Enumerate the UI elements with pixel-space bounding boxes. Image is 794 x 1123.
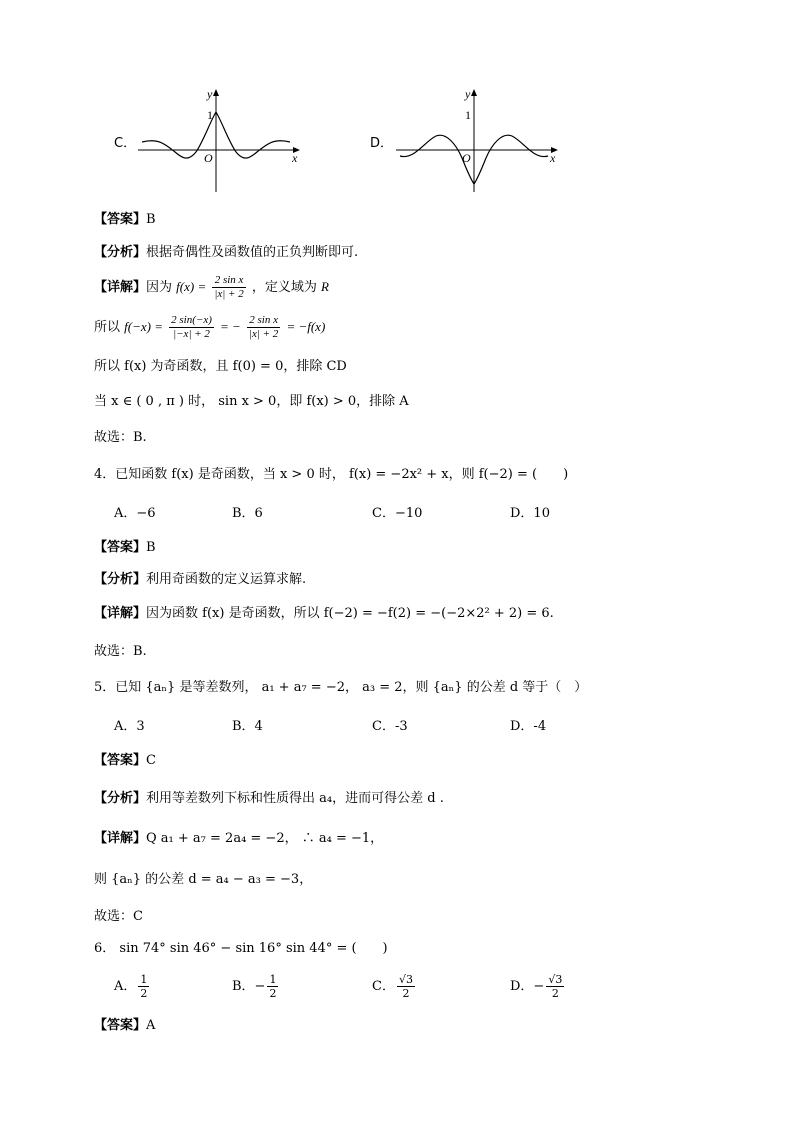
fraction-denominator: |x| + 2 (214, 288, 244, 300)
detail-text: Q a₁ + a₇ = 2a₄ = −2， ∴ a₄ = −1， (146, 831, 384, 846)
q3-detail-line (94, 270, 329, 305)
option-c-graph (110, 82, 310, 194)
detail-text: ，定义域为 (251, 280, 317, 295)
answer-tag: 【答案】 (94, 753, 147, 768)
q3-line2 (94, 310, 325, 345)
fraction-numerator: 2 sin x (212, 274, 245, 288)
analysis-tag: 【分析】 (94, 572, 147, 587)
answer-tag: 【答案】 (94, 212, 147, 227)
fraction (397, 973, 415, 1000)
q5-detail-line (94, 829, 383, 849)
option-c-label: C． (114, 136, 137, 151)
detail-tag: 【详解】 (94, 606, 147, 621)
option-d-y-label: y (465, 87, 471, 101)
q3-line4: 当 x ∈ ( 0 , π ) 时， sin x > 0，即 f(x) > 0，排除 A (94, 394, 409, 409)
answer-tag: 【答案】 (94, 1018, 147, 1033)
option-label: B．− (232, 979, 266, 994)
q5-analysis-line (94, 789, 444, 809)
q5-option-d: D．-4 (510, 719, 547, 734)
answer-value: C (146, 753, 156, 768)
formula-rhs: = −f(x) (286, 319, 326, 334)
option-c-y-label: y (207, 87, 213, 101)
fraction-numerator: √3 (398, 973, 413, 986)
q6-option-d (510, 970, 566, 1004)
option-label: D．− (510, 979, 545, 994)
answer-value: B (146, 540, 156, 555)
fraction-denominator: 2 (551, 987, 559, 1000)
fraction (546, 973, 564, 1000)
q6-answer-line (94, 1016, 155, 1036)
option-c-origin: O (204, 151, 213, 165)
detail-text: 因为 (146, 280, 173, 295)
text: 所以 (94, 320, 121, 335)
detail-text: 因为函数 f(x) 是奇函数，所以 f(−2) = −f(2) = −(−2×2² + 2) = 6. (146, 606, 554, 621)
q3-analysis-line (94, 243, 358, 263)
option-d-label: D． (370, 136, 394, 151)
formula-lhs: f(−x) = (124, 319, 163, 334)
q3-answer-line (94, 210, 156, 230)
option-d-tick: 1 (465, 108, 471, 122)
q4-option-d: D．10 (510, 506, 550, 521)
fraction-denominator: |−x| + 2 (173, 328, 210, 340)
fraction-numerator: 1 (140, 973, 148, 986)
fraction-numerator: 2 sin(−x) (171, 314, 212, 326)
fraction (247, 314, 280, 341)
analysis-text: 根据奇偶性及函数值的正负判断即可. (146, 245, 359, 260)
q5-choice: 故选：C (94, 909, 143, 924)
option-d-x-label: x (550, 151, 556, 165)
q4-option-b: B．6 (232, 506, 263, 521)
fraction (138, 973, 149, 1000)
q6-option-b (232, 970, 280, 1004)
option-c-tick: 1 (207, 108, 213, 122)
fraction-denominator: 2 (402, 987, 410, 1000)
q6-option-c (372, 970, 417, 1004)
q4-stem: 4．已知函数 f(x) 是奇函数，当 x > 0 时， f(x) = −2x² + x，则 f(−2) = ( ) (94, 467, 569, 482)
q5-option-a: A．3 (114, 719, 145, 734)
q6-option-a (114, 970, 151, 1004)
fraction (169, 314, 214, 341)
q4-detail-line (94, 604, 554, 624)
q4-answer-line (94, 538, 156, 558)
q6-stem: 6． sin 74° sin 46° − sin 16° sin 44° = ( ) (94, 941, 388, 956)
option-d-plot (366, 82, 566, 194)
formula-operator: = − (220, 319, 241, 334)
fraction-denominator: 2 (140, 987, 148, 1000)
option-label: A． (114, 979, 137, 994)
q5-option-b: B．4 (232, 719, 263, 734)
answer-tag: 【答案】 (94, 540, 147, 555)
option-c-x-label: x (292, 151, 298, 165)
option-d-graph (366, 82, 566, 194)
q4-option-a: A．−6 (114, 506, 156, 521)
fraction-numerator: 2 sin x (247, 314, 280, 328)
q5-line2: 则 {aₙ} 的公差 d = a₄ − a₃ = −3， (94, 872, 313, 887)
q5-stem: 5．已知 {aₙ} 是等差数列， a₁ + a₇ = −2， a₃ = 2，则 {aₙ} 的公差 d 等于（ ） (94, 680, 588, 695)
fraction-numerator: 1 (269, 973, 277, 986)
fraction (267, 973, 278, 1000)
fraction (212, 274, 245, 301)
analysis-tag: 【分析】 (94, 791, 147, 806)
fraction-numerator: √3 (548, 973, 563, 986)
analysis-text: 利用奇函数的定义运算求解. (146, 572, 307, 587)
q5-answer-line (94, 751, 156, 771)
q4-choice: 故选：B. (94, 644, 147, 659)
q4-option-c: C．−10 (372, 506, 423, 521)
q4-analysis-line (94, 570, 306, 590)
fraction-denominator: |x| + 2 (248, 328, 279, 340)
detail-tag: 【详解】 (94, 280, 147, 295)
answer-value: A (146, 1018, 156, 1033)
domain-symbol: R (321, 279, 329, 294)
q3-line3: 所以 f(x) 为奇函数，且 f(0) = 0，排除 CD (94, 359, 347, 374)
formula-lhs: f(x) = (176, 279, 207, 294)
fraction-denominator: 2 (269, 987, 277, 1000)
q5-option-c: C．-3 (372, 719, 408, 734)
q3-choice: 故选：B. (94, 430, 147, 445)
option-label: C． (372, 979, 395, 994)
answer-value: B (146, 212, 156, 227)
option-c-plot (110, 82, 310, 194)
detail-tag: 【详解】 (94, 831, 147, 846)
option-d-origin: O (462, 151, 471, 165)
analysis-text: 利用等差数列下标和性质得出 a₄，进而可得公差 d . (146, 791, 444, 806)
analysis-tag: 【分析】 (94, 245, 147, 260)
